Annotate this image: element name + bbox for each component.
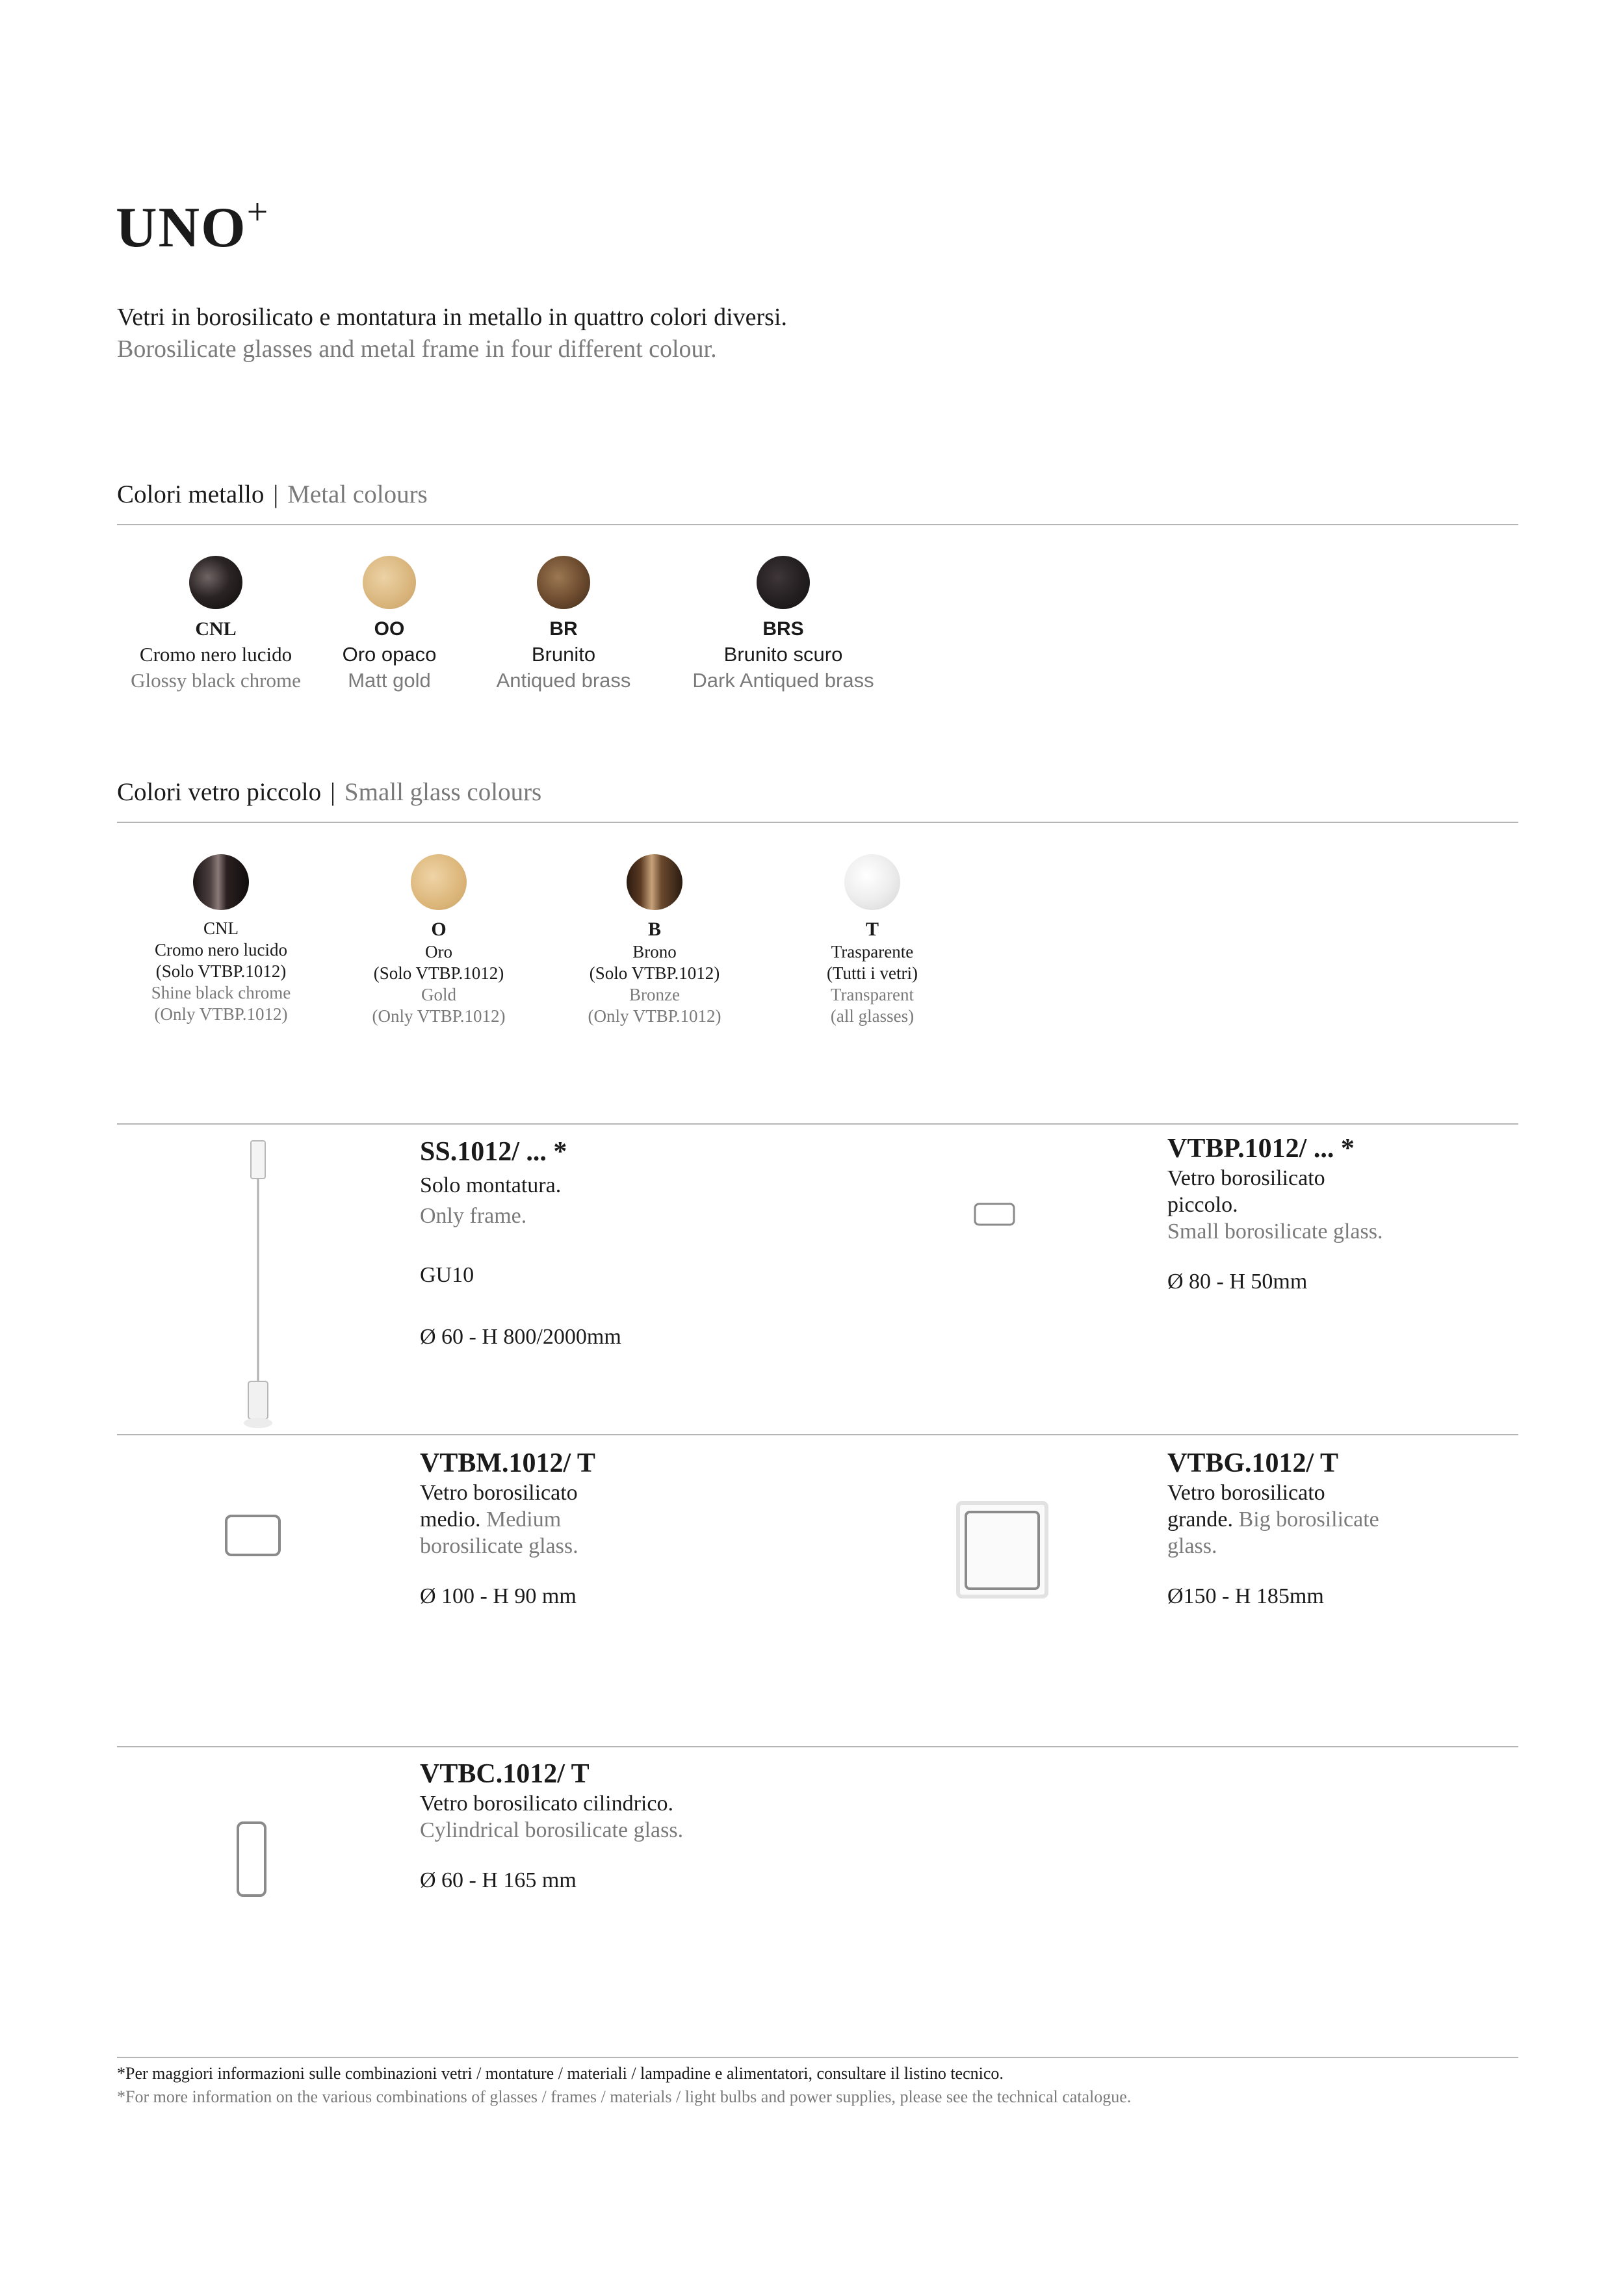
product-desc-en-cont: glass. (1167, 1534, 1217, 1558)
glass-swatch-note-it: (Tutti i vetri) (826, 963, 918, 983)
product-desc-it-cont: grande. (1167, 1507, 1234, 1532)
metal-swatch-name-it: Cromo nero lucido (139, 643, 292, 666)
metal-swatch-name-en: Glossy black chrome (131, 669, 301, 692)
glass-swatch-name-en: Transparent (831, 985, 914, 1004)
metal-swatch-oo-dot (363, 556, 416, 609)
metal-swatch-name-en: Antiqued brass (496, 669, 631, 692)
glass-swatch-code: O (431, 919, 447, 940)
product-desc-it: Vetro borosilicato (1167, 1166, 1325, 1190)
product-desc-en-cont: borosilicate glass. (420, 1534, 578, 1558)
product-code: VTBM.1012/ T (420, 1448, 595, 1478)
product-desc-it-cont: medio. (420, 1507, 481, 1532)
product-desc-it-cont: piccolo. (1167, 1193, 1238, 1217)
glass-heading-separator: | (330, 778, 335, 806)
product-ss1012 (420, 1136, 784, 1350)
page-title-plus: + (246, 190, 270, 233)
product-desc-it: Solo montatura. (420, 1173, 562, 1197)
metal-swatch-code: CNL (195, 618, 237, 640)
glass-swatch-t-dot (844, 854, 900, 910)
glass-swatch-name-it: Cromo nero lucido (155, 940, 287, 959)
glass-swatch-note-it: (Solo VTBP.1012) (373, 963, 504, 983)
product-code: VTBP.1012/ ... * (1167, 1134, 1355, 1164)
product-desc-en: Cylindrical borosilicate glass. (420, 1818, 684, 1842)
glass-swatch-name-it: Trasparente (831, 942, 914, 961)
glass-swatch-code: CNL (203, 919, 239, 938)
metal-swatch-code: BRS (762, 618, 804, 640)
product-desc-it: Vetro borosilicato cilindrico. (420, 1792, 673, 1816)
product-desc-en: Big borosilicate (1238, 1507, 1379, 1532)
product-desc-en: Only frame. (420, 1204, 527, 1228)
product-dimensions: Ø 100 - H 90 mm (420, 1584, 577, 1608)
metal-swatch-code: OO (374, 618, 405, 640)
glass-swatch-note-en: (Only VTBP.1012) (154, 1004, 288, 1024)
glass-swatch-name-en: Gold (421, 985, 456, 1004)
glass-colours-heading (117, 777, 541, 807)
glass-section-divider (117, 822, 1518, 823)
product-desc-it: Vetro borosilicato (1167, 1481, 1325, 1505)
product-code: VTBG.1012/ T (1167, 1448, 1338, 1478)
metal-swatch-name-it: Oro opaco (342, 643, 437, 666)
glass-swatch-o-dot (411, 854, 467, 910)
glass-swatch-note-en: (Only VTBP.1012) (588, 1006, 721, 1026)
glass-swatch-cnl-dot (193, 854, 249, 910)
glass-heading-it: Colori vetro piccolo (117, 778, 322, 806)
footnote-english: *For more information on the various combinations of glasses / frames / materials / light bulbs and power supplies, please see the technical catalogue. (117, 2087, 1132, 2106)
metal-heading-it: Colori metallo (117, 480, 265, 508)
product-divider (117, 1746, 1518, 1747)
intro-italian: Vetri in borosilicato e montatura in metallo in quattro colori diversi. (117, 304, 788, 331)
metal-swatch-name-en: Dark Antiqued brass (692, 669, 874, 692)
frame-suspension-image (221, 1134, 299, 1433)
small-glass-image (972, 1200, 1018, 1230)
metal-swatch-name-it: Brunito (531, 643, 596, 666)
glass-swatch-note-it: (Solo VTBP.1012) (589, 963, 720, 983)
glass-swatch-note-en: (Only VTBP.1012) (372, 1006, 506, 1026)
product-dimensions: Ø 60 - H 165 mm (420, 1868, 577, 1892)
product-desc-en: Small borosilicate glass. (1167, 1220, 1383, 1244)
glass-swatch-note-en: (all glasses) (830, 1006, 915, 1026)
metal-heading-separator: | (273, 480, 279, 508)
product-desc-it: Vetro borosilicato (420, 1481, 578, 1505)
product-divider (117, 1434, 1518, 1435)
product-vtbm1012 (420, 1447, 784, 1610)
glass-swatch-b-dot (627, 854, 682, 910)
metal-swatch-code: BR (549, 618, 578, 640)
cylindrical-glass-image (231, 1818, 273, 1901)
metal-swatch-cnl-dot (189, 556, 242, 609)
product-code: VTBC.1012/ T (420, 1759, 590, 1789)
product-divider (117, 1123, 1518, 1125)
product-dimensions: Ø150 - H 185mm (1167, 1584, 1324, 1608)
metal-colours-heading (117, 480, 428, 509)
glass-swatch-code: B (647, 919, 661, 940)
glass-heading-en: Small glass colours (344, 778, 542, 806)
product-code: SS.1012/ ... * (420, 1137, 567, 1167)
product-dimensions: Ø 60 - H 800/2000mm (420, 1325, 621, 1349)
footnote-italian: *Per maggiori informazioni sulle combinazioni vetri / montature / materiali / lampadine e alimentatori, consultare il listino tecnico. (117, 2064, 1004, 2083)
metal-swatch-brs[interactable] (653, 556, 913, 694)
page-title-text: UNO (116, 196, 247, 259)
intro-english: Borosilicate glasses and metal frame in four different colour. (117, 335, 717, 363)
glass-swatch-t[interactable] (742, 854, 1002, 1027)
glass-swatch-name-en: Bronze (629, 985, 680, 1004)
medium-glass-image (222, 1512, 285, 1560)
metal-heading-en: Metal colours (287, 480, 428, 508)
product-vtbp1012 (1167, 1132, 1531, 1295)
product-vtbg1012 (1167, 1447, 1531, 1610)
glass-swatch-name-it: Oro (425, 942, 452, 961)
page-title (116, 190, 270, 261)
glass-swatch-code: T (865, 919, 879, 940)
product-vtbc1012 (420, 1758, 940, 1894)
glass-swatch-name-en: Shine black chrome (151, 983, 291, 1002)
big-glass-image (954, 1499, 1050, 1600)
footnote-divider (117, 2057, 1518, 2058)
glass-swatch-name-it: Brono (632, 942, 677, 961)
glass-swatch-note-it: (Solo VTBP.1012) (155, 961, 287, 981)
metal-swatch-name-it: Brunito scuro (723, 643, 843, 666)
product-desc-en: Medium (486, 1507, 562, 1532)
metal-swatch-br-dot (537, 556, 590, 609)
product-lamp-type: GU10 (420, 1263, 474, 1287)
metal-section-divider (117, 524, 1518, 525)
product-dimensions: Ø 80 - H 50mm (1167, 1270, 1308, 1294)
metal-swatch-brs-dot (757, 556, 810, 609)
metal-swatch-name-en: Matt gold (348, 669, 431, 692)
